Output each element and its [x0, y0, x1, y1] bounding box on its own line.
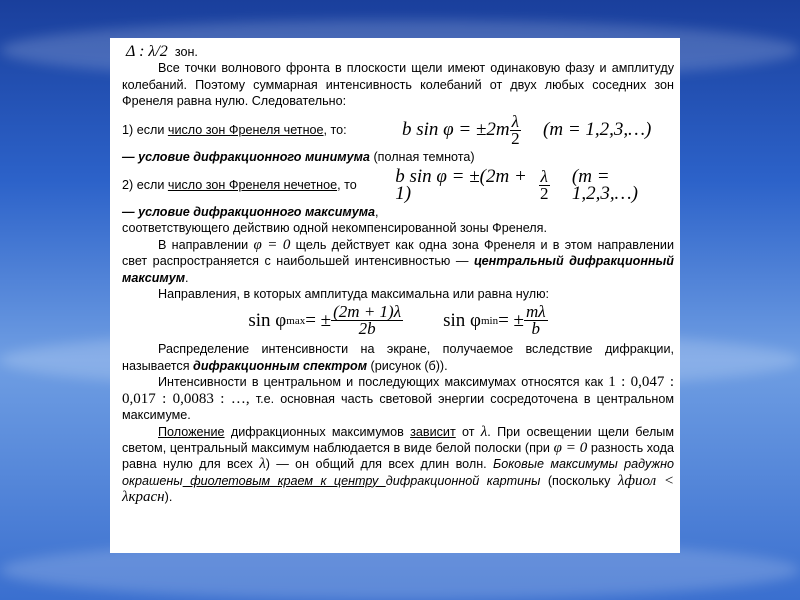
formula-lambda: λ	[480, 423, 488, 440]
text-underlined: Положение	[158, 424, 225, 439]
condition-minimum	[122, 149, 674, 165]
text: от	[455, 424, 481, 439]
formula-phi-zero: φ = 0	[253, 236, 291, 253]
text: . При освещении щели белым светом, центральный максимум наблюдается в виде белой полоски (при	[122, 424, 675, 455]
text: В направлении	[158, 237, 254, 252]
condition-minimum-bold: — условие дифракционного минимума	[122, 149, 370, 164]
text-zones: зон.	[174, 45, 198, 59]
doc-line-zones	[126, 44, 674, 60]
condition-maximum-tail: ,	[375, 205, 379, 220]
paragraph-intensities	[122, 374, 674, 423]
term-diffraction-spectrum: дифракционным спектром	[193, 358, 368, 373]
text-italic: Боковые максимумы радужно окрашены	[122, 457, 674, 488]
case-odd-underlined: число зон Френеля нечетное	[167, 178, 338, 193]
condition-maximum-bold: — условие дифракционного максимума	[122, 205, 376, 220]
case-even-prefix: 1) если	[122, 122, 168, 137]
paragraph-spectrum	[122, 341, 674, 374]
formula-eq: = ±	[498, 309, 524, 331]
paragraph-central-max	[122, 237, 674, 286]
term-central-maximum: центральный дифракционный максимум	[122, 254, 675, 285]
formula-row-maxmin	[122, 304, 674, 337]
formula-max-left: b sin φ = ±(2m + 1)	[395, 166, 527, 204]
formula-max-range: (m = 1,2,3,…)	[571, 166, 638, 204]
frac-den: 2b	[358, 319, 376, 339]
formula-min-left: b sin φ = ±2m	[402, 118, 510, 140]
formula-max-fraction	[539, 169, 550, 202]
condition-maximum-continuation: соответствующего действию одной некомпенсированной зоны Френеля.	[122, 221, 547, 236]
formula-min-range: (m = 1,2,3,…)	[543, 118, 652, 140]
formula-sin-min: sin φ	[443, 309, 481, 331]
frac-den: 2	[511, 128, 520, 148]
case-even-row	[122, 111, 674, 148]
text: ) — он общий для всех длин волн.	[265, 457, 494, 472]
formula-min-fraction	[510, 111, 521, 148]
subscript-max: max	[286, 314, 306, 327]
frac-den: 2	[539, 184, 549, 204]
text-italic: дифракционной картины	[385, 473, 541, 488]
case-odd-row	[122, 166, 674, 204]
formula-max-angle-fraction	[331, 304, 403, 337]
formula-eq: = ±	[305, 309, 332, 331]
formula-min-angle-fraction	[524, 304, 548, 337]
case-odd-suffix: , то	[337, 178, 357, 193]
frac-num: mλ	[525, 302, 546, 322]
text: дифракционных максимумов	[224, 424, 411, 439]
text-underlined: зависит	[410, 424, 456, 439]
text-italic-underlined: фиолетовым краем к центру	[182, 473, 386, 488]
frac-num: (2m + 1)λ	[333, 302, 402, 322]
text: .	[185, 270, 189, 285]
formula-lambda: λ	[259, 456, 266, 473]
condition-minimum-tail: (полная темнота)	[369, 149, 475, 164]
paragraph-white-light	[122, 424, 674, 506]
paragraph-wavefront: Все точки волнового фронта в плоскости щели имеют одинаковую фазу и амплитуду колебаний. Поэтому суммарная интенсивность колебаний от двух любых соседних зон Френеля равна нулю. Следовательно:	[122, 61, 674, 109]
case-even-underlined: число зон Френеля четное	[167, 122, 324, 137]
frac-num: λ	[511, 111, 520, 131]
text: (рисунок (б)).	[367, 358, 448, 373]
formula-sin-max: sin φ	[248, 309, 287, 331]
condition-maximum	[122, 204, 674, 220]
formula-phi-zero: φ = 0	[553, 439, 588, 456]
document-page	[110, 38, 680, 553]
text: ).	[164, 490, 173, 505]
text: (поскольку	[540, 473, 618, 488]
formula-lambda-compare: λфиол < λкрасн	[122, 472, 674, 506]
formula-delta: Δ : λ/2	[126, 43, 168, 60]
text: т.е. основная часть световой энергии сосредоточена в центральном максимуме.	[122, 391, 674, 423]
case-even-suffix: , то:	[323, 122, 347, 137]
case-odd-prefix: 2) если	[122, 178, 168, 193]
formula-intensity-ratio: 1 : 0,047 : 0,017 : 0,0083 : …,	[122, 374, 675, 407]
frac-num: λ	[540, 167, 548, 187]
subscript-min: min	[480, 314, 499, 327]
frac-den: b	[531, 319, 541, 339]
text: Интенсивности в центральном и последующих максимумах относятся как	[158, 375, 604, 390]
text: разность хода равна нулю для всех	[122, 440, 674, 472]
text: Распределение интенсивности на экране, получаемое вследствие дифракции, называется	[122, 342, 674, 373]
text: щель действует как одна зона Френеля и в этом направлении свет распространяется с наибольшей интенсивностью —	[122, 237, 675, 269]
paragraph-directions: Направления, в которых амплитуда максимальна или равна нулю:	[158, 287, 550, 302]
